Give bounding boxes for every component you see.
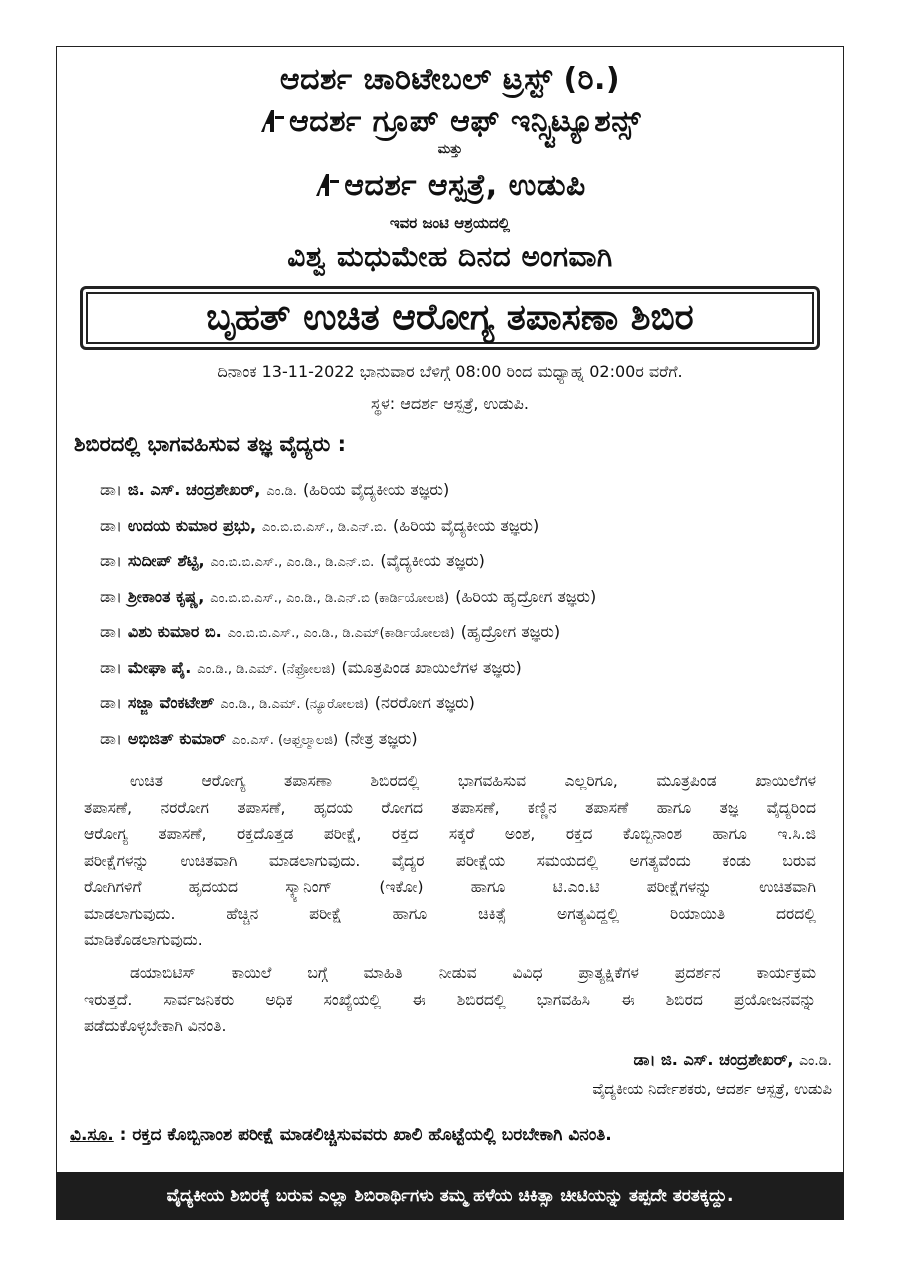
doctor-prefix: ಡಾ। — [100, 551, 122, 570]
doctor-prefix: ಡಾ। — [100, 728, 122, 748]
note-label: ವಿ.ಸೂ. — [70, 1125, 114, 1145]
doctor-degree: ಎಂ.ಎಸ್. (ಆಫ್ತಲ್ಮಾಲಜಿ) — [232, 732, 339, 748]
hospital-name — [56, 168, 844, 203]
group-name-text: ಆದರ್ಶ ಗ್ರೂಪ್ ಆಫ್ ಇನ್ಸ್ಟಿಟ್ಯೂಶನ್ಸ್ — [288, 104, 642, 139]
camp-title-banner — [80, 286, 820, 350]
paragraph-line: ಮಾಡಿಕೊಡಲಾಗುವುದು. — [84, 931, 203, 949]
footer-bar — [56, 1172, 844, 1220]
signature-name — [634, 1050, 832, 1070]
doctor-name: ಉದಯ ಕುಮಾರ ಪ್ರಭು, — [127, 515, 257, 535]
doctor-degree: ಎಂ.ಬಿ.ಬಿ.ಎಸ್., ಎಂ.ಡಿ., ಡಿ.ಎನ್.ಬಿ. — [210, 555, 375, 570]
doctor-row — [100, 551, 491, 571]
doctor-degree: ಎಂ.ಡಿ., ಡಿ.ಎಮ್. (ನ್ಯೂರೋಲಜಿ) — [220, 697, 369, 712]
camp-title: ಬೃಹತ್ ಉಚಿತ ಆರೋಗ್ಯ ತಪಾಸಣಾ ಶಿಬಿರ — [206, 297, 694, 338]
doctor-role: (ಹಿರಿಯ ಹೃದ್ರೋಗ ತಜ್ಞರು) — [455, 586, 597, 606]
doctor-prefix: ಡಾ। — [100, 622, 122, 641]
doctor-row — [100, 729, 424, 749]
doctor-name: ವಿಶು ಕುಮಾರ ಬಿ. — [127, 622, 222, 641]
venue-line: ಸ್ಥಳ: ಆದರ್ಶ ಆಸ್ಪತ್ರೆ, ಉಡುಪಿ. — [370, 394, 529, 413]
doctor-prefix: ಡಾ। — [100, 586, 122, 606]
doctor-degree: ಎಂ.ಡಿ., ಡಿ.ಎಮ್. (ನೆಫ್ರೋಲಜಿ) — [197, 661, 336, 677]
paragraph-line: ಡಯಾಬಿಟಿಸ್ ಕಾಯಿಲೆ ಬಗ್ಗೆ ಮಾಹಿತಿ ನೀಡುವ ವಿವಿಧ ಪ್ರಾತ್ಯಕ್ಷಿಕೆಗಳ ಪ್ರದರ್ಶನ ಕಾರ್ಯಕ್ರಮ — [130, 964, 816, 982]
doctor-role: (ನೇತ್ರ ತಜ್ಞರು) — [344, 728, 418, 748]
doctor-role: (ಮೂತ್ರಪಿಂಡ ಖಾಯಿಲೆಗಳ ತಜ್ಞರು) — [341, 657, 522, 677]
doctor-name: ಶ್ರೀಕಾಂತ ಕೃಷ್ಣ, — [127, 586, 205, 606]
doctor-role: (ಹೃದ್ರೋಗ ತಜ್ಞರು) — [460, 622, 561, 641]
doctor-prefix: ಡಾ। — [100, 657, 122, 677]
and-text: ಮತ್ತು — [437, 142, 463, 157]
paragraph-line: ಆರೋಗ್ಯ ತಪಾಸಣೆ, ರಕ್ತದೊತ್ತಡ ಪರೀಕ್ಷೆ, ರಕ್ತದ ಸಕ್ಕರೆ ಅಂಶ, ರಕ್ತದ ಕೊಬ್ಬಿನಾಂಶ ಹಾಗೂ ಇ.ಸಿ.ಜಿ — [84, 825, 816, 843]
note-text: : ರಕ್ತದ ಕೊಬ್ಬಿನಾಂಶ ಪರೀಕ್ಷೆ ಮಾಡಲಿಚ್ಚಿಸುವವರು ಖಾಲಿ ಹೊಟ್ಟೆಯಲ್ಲಿ ಬರಬೇಕಾಗಿ ವಿನಂತಿ. — [113, 1125, 612, 1145]
doctors-heading: ಶಿಬಿರದಲ್ಲಿ ಭಾಗವಹಿಸುವ ತಜ್ಞ ವೈದ್ಯರು : — [74, 432, 347, 456]
doctor-row — [100, 658, 528, 678]
signature-name-text: ಡಾ। ಜಿ. ಎಸ್. ಚಂದ್ರಶೇಖರ್, — [633, 1050, 794, 1069]
group-name — [56, 104, 844, 139]
footer-text: ವೈದ್ಯಕೀಯ ಶಿಬಿರಕ್ಕೆ ಬರುವ ಎಲ್ಲಾ ಶಿಬಿರಾರ್ಥಿಗಳು ತಮ್ಮ ಹಳೆಯ ಚಿಕಿತ್ಸಾ ಚೀಟಿಯನ್ನು ತಪ್ಪದೇ ತರತಕ್ಕದ್ದು. — [166, 1186, 734, 1206]
signature-degree: ಎಂ.ಡಿ. — [799, 1053, 832, 1069]
trust-name: ಆದರ್ಶ ಚಾರಿಟೇಬಲ್ ಟ್ರಸ್ಟ್ (ರಿ.) — [279, 62, 621, 97]
hospital-name-text: ಆದರ್ಶ ಆಸ್ಪತ್ರೆ, ಉಡುಪಿ — [344, 168, 586, 203]
doctor-degree: ಎಂ.ಬಿ.ಬಿ.ಎಸ್., ಎಂ.ಡಿ., ಡಿ.ಎನ್.ಬಿ (ಕಾರ್ಡಿಯೋಲಜಿ) — [210, 590, 450, 606]
paragraph-line: ತಪಾಸಣೆ, ನರರೋಗ ತಪಾಸಣೆ, ಹೃದಯ ರೋಗದ ತಪಾಸಣೆ, ಕಣ್ಣಿನ ತಪಾಸಣೆ ಹಾಗೂ ತಜ್ಞ ವೈದ್ಯರಿಂದ — [84, 798, 816, 817]
paragraph-line: ಪಡೆದುಕೊಳ್ಳಬೇಕಾಗಿ ವಿನಂತಿ. — [84, 1017, 227, 1035]
doctor-row — [100, 622, 566, 642]
paragraph-line: ಉಚಿತ ಆರೋಗ್ಯ ತಪಾಸಣಾ ಶಿಬಿರದಲ್ಲಿ ಭಾಗವಹಿಸುವ ಎಲ್ಲರಿಗೂ, ಮೂತ್ರಪಿಂಡ ಖಾಯಿಲೆಗಳ — [130, 772, 816, 790]
doctor-prefix: ಡಾ। — [100, 693, 122, 712]
doctor-name: ಅಭಿಜಿತ್ ಕುಮಾರ್ — [127, 728, 227, 748]
paragraph-line: ರೋಗಿಗಳಿಗೆ ಹೃದಯದ ಸ್ಕ್ಯಾನಿಂಗ್ (ಇಕೋ) ಹಾಗೂ ಟಿ.ಎಂ.ಟಿ ಪರೀಕ್ಷೆಗಳನ್ನು ಉಚಿತವಾಗಿ — [84, 878, 816, 896]
doctor-prefix: ಡಾ। — [100, 515, 122, 535]
doctor-row — [100, 480, 455, 500]
doctor-name: ಮೇಘಾ ಪೈ. — [127, 657, 192, 677]
doctor-prefix: ಡಾ। — [100, 480, 122, 499]
doctor-degree: ಎಂ.ಡಿ. — [266, 484, 297, 499]
doctor-row — [100, 516, 545, 536]
doctor-name: ಸಜ್ಜಾ ವೆಂಕಟೇಶ್ — [127, 693, 215, 712]
occasion-text: ವಿಶ್ವ ಮಧುಮೇಹ ದಿನದ ಅಂಗವಾಗಿ — [287, 240, 613, 273]
doctor-degree: ಎಂ.ಬಿ.ಬಿ.ಎಸ್., ಡಿ.ಎನ್.ಬಿ. — [262, 519, 387, 535]
adarsh-logo-icon — [314, 172, 340, 198]
date-line: ದಿನಾಂಕ 13-11-2022 ಭಾನುವಾರ ಬೆಳಿಗ್ಗೆ 08:00 ರಿಂದ ಮಧ್ಯಾಹ್ನ 02:00ರ ವರೆಗೆ. — [217, 362, 683, 381]
note-line — [70, 1125, 612, 1145]
paragraph-line: ಇರುತ್ತದೆ. ಸಾರ್ವಜನಿಕರು ಅಧಿಕ ಸಂಖ್ಯೆಯಲ್ಲಿ ಈ ಶಿಬಿರದಲ್ಲಿ ಭಾಗವಹಿಸಿ ಈ ಶಿಬಿರದ ಪ್ರಯೋಜನವನ್ನು — [84, 990, 816, 1009]
doctor-role: (ನರರೋಗ ತಜ್ಞರು) — [374, 693, 475, 712]
doctor-degree: ಎಂ.ಬಿ.ಬಿ.ಎಸ್., ಎಂ.ಡಿ., ಡಿ.ಎಮ್(ಕಾರ್ಡಿಯೋಲಜಿ) — [227, 626, 455, 641]
doctor-role: (ಹಿರಿಯ ವೈದ್ಯಕೀಯ ತಜ್ಞರು) — [302, 480, 450, 499]
paragraph-line: ಪರೀಕ್ಷೆಗಳನ್ನು ಉಚಿತವಾಗಿ ಮಾಡಲಾಗುವುದು. ವೈದ್ಯರ ಪರೀಕ್ಷೆಯ ಸಮಯದಲ್ಲಿ ಅಗತ್ಯವೆಂದು ಕಂಡು ಬರುವ — [84, 851, 816, 870]
paragraph-line: ಮಾಡಲಾಗುವುದು. ಹೆಚ್ಚಿನ ಪರೀಕ್ಷೆ ಹಾಗೂ ಚಿಕಿತ್ಸೆ ಅಗತ್ಯವಿದ್ದಲ್ಲಿ ರಿಯಾಯಿತಿ ದರದಲ್ಲಿ — [84, 904, 816, 923]
joint-text: ಇವರ ಜಂಟಿ ಆಶ್ರಯದಲ್ಲಿ — [389, 214, 511, 232]
doctor-row — [100, 693, 481, 713]
doctor-row — [100, 587, 602, 607]
doctor-name: ಜಿ. ಎಸ್. ಚಂದ್ರಶೇಖರ್, — [127, 480, 261, 499]
signature-title: ವೈದ್ಯಕೀಯ ನಿರ್ದೇಶಕರು, ಆದರ್ಶ ಆಸ್ಪತ್ರೆ, ಉಡುಪಿ — [592, 1080, 832, 1098]
doctor-role: (ವೈದ್ಯಕೀಯ ತಜ್ಞರು) — [380, 551, 485, 570]
doctor-name: ಸುದೀಪ್ ಶೆಟ್ಟಿ, — [127, 551, 205, 570]
adarsh-logo-icon — [259, 108, 285, 134]
doctor-role: (ಹಿರಿಯ ವೈದ್ಯಕೀಯ ತಜ್ಞರು) — [392, 515, 540, 535]
